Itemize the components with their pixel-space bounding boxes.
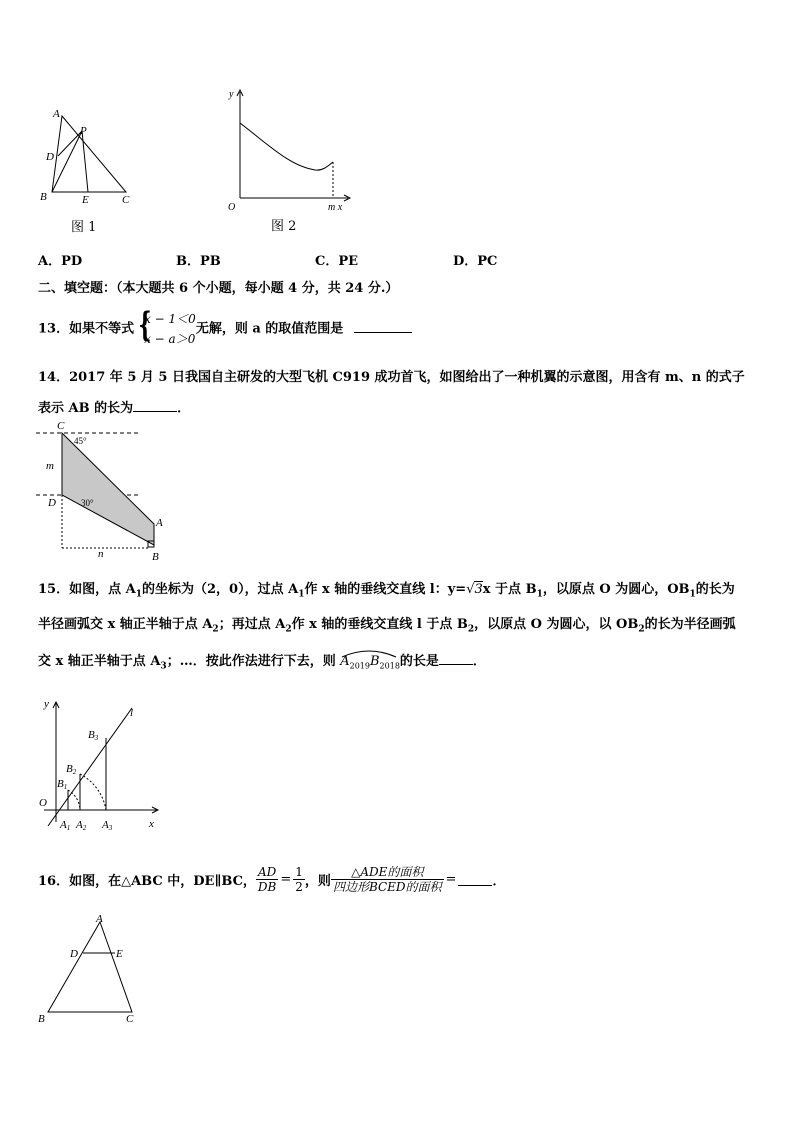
q16-frac3-num: △ADE的面积 (331, 865, 444, 880)
q15-text: 半径画弧交 x 轴正半轴于点 A (38, 617, 213, 632)
q15-label-a3: A3 (102, 819, 113, 832)
q15-sub: 3 (160, 661, 167, 672)
q15-text: 作 x 轴的垂线交直线 l：y= (304, 582, 467, 597)
fig1-label-e: E (82, 194, 89, 206)
fig1-label-d: D (46, 151, 54, 163)
sqrt-symbol: √3 (466, 582, 483, 597)
question-13 (38, 305, 412, 349)
choice-c[interactable]: C．PE (315, 254, 359, 269)
q16-frac2-num: 1 (295, 864, 303, 879)
q13-prefix: 13．如果不等式 (38, 321, 135, 337)
q15-figure (36, 694, 166, 834)
figure-1-triangle (36, 104, 146, 209)
q15-sub: 2 (638, 624, 645, 635)
q16-frac3-den: 四边形BCED的面积 (332, 879, 442, 894)
q15-label-l: l (130, 707, 134, 719)
q16-triangle-figure (36, 912, 146, 1028)
q15-text: 交 x 轴正半轴于点 A (38, 654, 161, 669)
q16-label-e: E (116, 948, 123, 960)
fig1-label-b: B (40, 191, 47, 203)
q15-label-a2: A2 (76, 819, 87, 832)
q14-label-c: C (57, 420, 65, 432)
q15-text: 15．如图，点 A (38, 582, 136, 597)
fig1-label-a: A (53, 108, 60, 120)
q13-row1: x − 1＜0 (144, 312, 196, 326)
q14-line2-prefix: 表示 AB 的长为 (38, 401, 134, 416)
choice-a[interactable]: A．PD (38, 254, 83, 269)
arc-notation (340, 650, 400, 671)
q15-label-x: x (149, 818, 154, 830)
arc-overline-icon (340, 648, 398, 658)
q16-mid: ，则 (304, 873, 331, 889)
q14-label-a: A (156, 517, 163, 529)
q13-answer-blank[interactable] (354, 320, 412, 333)
q15-label-b1: B1 (57, 778, 68, 791)
q15-label-a1: A1 (60, 819, 71, 832)
q15-text: ． (472, 654, 486, 669)
q14-label-n: n (98, 548, 104, 560)
q15-text: 的长为半径画弧 (644, 617, 736, 632)
q16-eq2: = (445, 871, 457, 887)
q13-row2: x − a＞0 (144, 332, 196, 346)
q15-sub: 1 (298, 589, 305, 600)
fig1-label-p: P (80, 125, 87, 137)
q14-line2 (38, 397, 190, 416)
q16-fraction-ad-db (256, 865, 278, 894)
q15-text: ；…．按此作法进行下去，则 (166, 654, 336, 669)
q16-label-a: A (96, 913, 103, 925)
q15-sub: 2 (285, 624, 292, 635)
q16-answer-blank[interactable] (458, 873, 492, 886)
q15-sub: 1 (135, 589, 142, 600)
q15-answer-blank[interactable] (439, 652, 473, 665)
q15-sub: 1 (689, 589, 696, 600)
q14-label-b: B (152, 551, 159, 562)
q15-label-o: O (39, 797, 47, 809)
q16-frac1-den: DB (257, 879, 277, 894)
fig2-axis-y: y (229, 89, 234, 100)
q16-label-b: B (38, 1013, 45, 1025)
q15-line2 (38, 613, 736, 635)
q15-sub: 2 (467, 624, 475, 635)
q14-angle-45: 45° (74, 436, 87, 446)
fig2-axis-x: m x (328, 202, 343, 213)
section-2-title: 二、填空题：（本大题共 6 个小题，每小题 4 分，共 24 分.） (38, 281, 399, 296)
q16-label-d: D (70, 948, 78, 960)
figure-2-graph (220, 86, 355, 214)
q15-text: ，以原点 O 为圆心，OB (542, 582, 690, 597)
q16-prefix: 16．如图，在△ABC 中，DE∥BC， (38, 873, 256, 889)
q14-angle-30: 30° (81, 498, 94, 508)
q14-line2-suffix: ． (177, 401, 191, 416)
sqrt-radicand: 3 (474, 582, 483, 597)
arc-sub-2: 2018 (379, 661, 400, 671)
q15-label-y: y (44, 698, 49, 710)
q14-label-d: D (48, 497, 56, 509)
q15-text: 作 x 轴的垂线交直线 l 于点 B (291, 617, 468, 632)
arc-sub-1: 2019 (349, 661, 370, 671)
figure-1-caption: 图 1 (71, 220, 97, 235)
q13-suffix: 无解，则 a 的取值范围是 (195, 321, 344, 337)
q14-wing-figure (36, 420, 176, 562)
q15-text: 的长是 (399, 654, 439, 669)
q16-eq: = (280, 871, 292, 887)
fig1-label-c: C (122, 194, 130, 206)
q15-text: x 于点 B (482, 582, 537, 597)
q15-text: 的长为 (695, 582, 735, 597)
q15-label-b3: B3 (88, 729, 99, 742)
q16-fraction-1-2 (293, 865, 305, 894)
q15-text: 的坐标为（2，0），过点 A (141, 582, 299, 597)
choice-b[interactable]: B．PB (176, 254, 221, 269)
q15-line3 (38, 650, 486, 672)
q15-sub: 2 (212, 624, 219, 635)
q14-answer-blank[interactable] (133, 399, 177, 412)
q15-text: ，以原点 O 为圆心，以 OB (474, 617, 639, 632)
arc-point-b: B (369, 654, 380, 669)
q14-label-m: m (46, 460, 54, 472)
q16-label-c: C (126, 1013, 134, 1025)
question-16 (38, 862, 505, 896)
q16-end: ． (492, 873, 506, 889)
fig2-origin: O (228, 202, 236, 213)
q16-frac2-den: 2 (295, 879, 303, 894)
q15-text: ；再过点 A (218, 617, 286, 632)
q14-line1: 14．2017 年 5 月 5 日我国自主研发的大型飞机 C919 成功首飞，如图给出了一种机翼的示意图，用含有 m、n 的式子 (38, 370, 745, 385)
q15-sub: 1 (536, 589, 543, 600)
figure-2-caption: 图 2 (271, 219, 297, 234)
q15-label-b2: B2 (66, 763, 77, 776)
q13-inequality-system: { x − 1＜0 x − a＞0 (134, 309, 196, 349)
q16-frac1-num: AD (256, 865, 278, 880)
choice-d[interactable]: D．PC (453, 254, 498, 269)
q15-line1 (38, 578, 735, 600)
arc-point-a: A (340, 654, 350, 669)
q16-area-ratio-fraction (331, 865, 444, 894)
